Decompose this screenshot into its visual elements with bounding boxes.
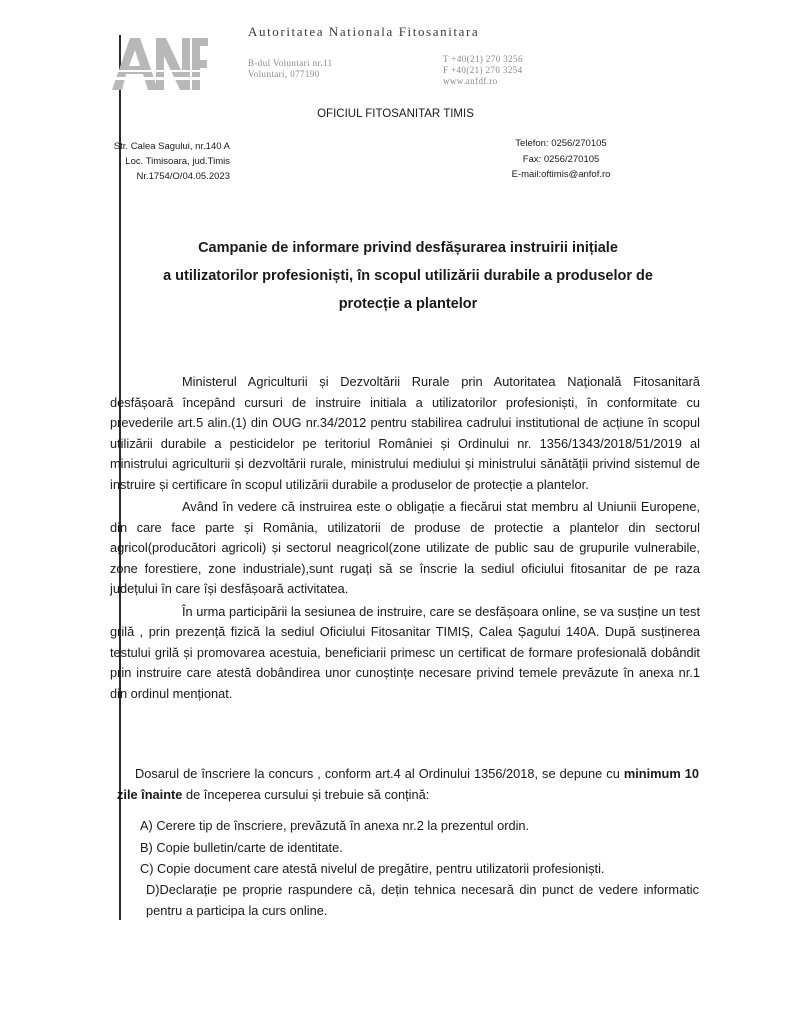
phone-line: T +40(21) 270 3256 — [443, 54, 523, 64]
deadline-emphasis: minimum 10 zile înainte — [117, 766, 699, 802]
org-phones — [443, 54, 523, 87]
title-line: Campanie de informare privind desfășurarea instruirii inițiale — [198, 240, 618, 256]
address-line: Voluntari, 077190 — [248, 69, 320, 79]
office-title: OFICIUL FITOSANITAR TIMIS — [317, 108, 474, 120]
fax-line: Fax: 0256/270105 — [522, 153, 600, 165]
locality-line: Loc. Timisoara, jud.Timis — [125, 156, 230, 167]
website-link[interactable]: www.anfdf.ro — [443, 76, 498, 86]
street-line: Str. Calea Sagului, nr.140 A — [113, 141, 230, 152]
registration-number: Nr.1754/O/04.05.2023 — [136, 171, 230, 182]
fax-line: F +40(21) 270 3254 — [443, 65, 523, 75]
anf-logo — [108, 30, 208, 100]
title-line: a utilizatorilor profesioniști, în scopul utilizării durabile a produselor de — [163, 268, 653, 284]
document-title — [108, 234, 708, 318]
office-address — [114, 139, 230, 184]
intro-text: de începerea cursului și trebuie să conțină: — [182, 787, 430, 802]
requirement-item-a: A) Cerere tip de înscriere, prevăzută în anexa nr.2 la prezentul ordin. — [140, 818, 530, 833]
org-name: Autoritatea Nationala Fitosanitara — [248, 24, 480, 39]
requirement-item-b: B) Copie bulletin/carte de identitate. — [140, 840, 343, 855]
telephone-line: Telefon: 0256/270105 — [515, 138, 607, 149]
paragraph: Având în vedere că instruirea este o obligație a fiecărui stat membru al Uniunii Europene, din care face parte și România, utilizatorii de produse de protectie a plantelor din sectorul agricol(producători agricoli) și sectorul neagricol(zone utilizate de public sau de grupurile vulnerabile, zone forestiere, zone industriale),sunt rugați să se înscrie la sediul oficiului fitosanitar de pe raza județului în care își desfășoară activitatea. — [110, 499, 700, 596]
requirement-item-c: C) Copie document care atestă nivelul de pregătire, pentru utilizatorii profesioniști. — [140, 861, 605, 876]
intro-text: Dosarul de înscriere la concurs , conform art.4 al Ordinului 1356/2018, se depune cu — [135, 766, 624, 781]
title-line: protecție a plantelor — [338, 296, 478, 312]
application-file-intro — [117, 763, 699, 805]
org-address — [248, 58, 333, 80]
paragraph: În urma participării la sesiunea de instruire, care se desfășoara online, se va susține un test grilă , prin prezență fizică la sediul Oficiului Fitosanitar TIMIȘ, Calea Șagului 140A. După susținerea testului grilă și promovarea acestuia, beneficiarii primesc un certificat de formare profesională dobândit prin instruire care atestă dobândirea unor cunoștințe necesare privind temele prevăzute în anexa nr.1 din ordinul menționat. — [110, 603, 700, 701]
application-file-section — [117, 763, 699, 805]
office-contact — [471, 136, 651, 183]
requirement-item-d: D)Declarație pe proprie raspundere că, dețin tehnica necesară din punct de vedere informatic pentru a participa la curs online. — [146, 882, 699, 918]
email-link[interactable]: E-mail:oftimis@anfof.ro — [511, 169, 611, 180]
document-body — [110, 372, 700, 704]
paragraph: Ministerul Agriculturii și Dezvoltării Rurale prin Autoritatea Națională Fitosanitară desfășoară începând cursuri de instruire initiala a utilizatorilor profesioniști, în conformitate cu prevederile art.5 alin.(1) din OUG nr.34/2012 pentru stabilirea cadrului institutional de acțiune în scopul utilizării durabile a pesticidelor pe teritoriul României și Ordinului nr. 1356/1343/2018/51/2019 al ministrului agriculturii și dezvoltării rurale, ministrului mediului și ministrului sănătății privind sistemul de instruire și certificare în scopul utilizării durabile a produselor de protecție a plantelor. — [110, 374, 700, 492]
address-line: B-dul Voluntari nr.11 — [248, 58, 333, 68]
